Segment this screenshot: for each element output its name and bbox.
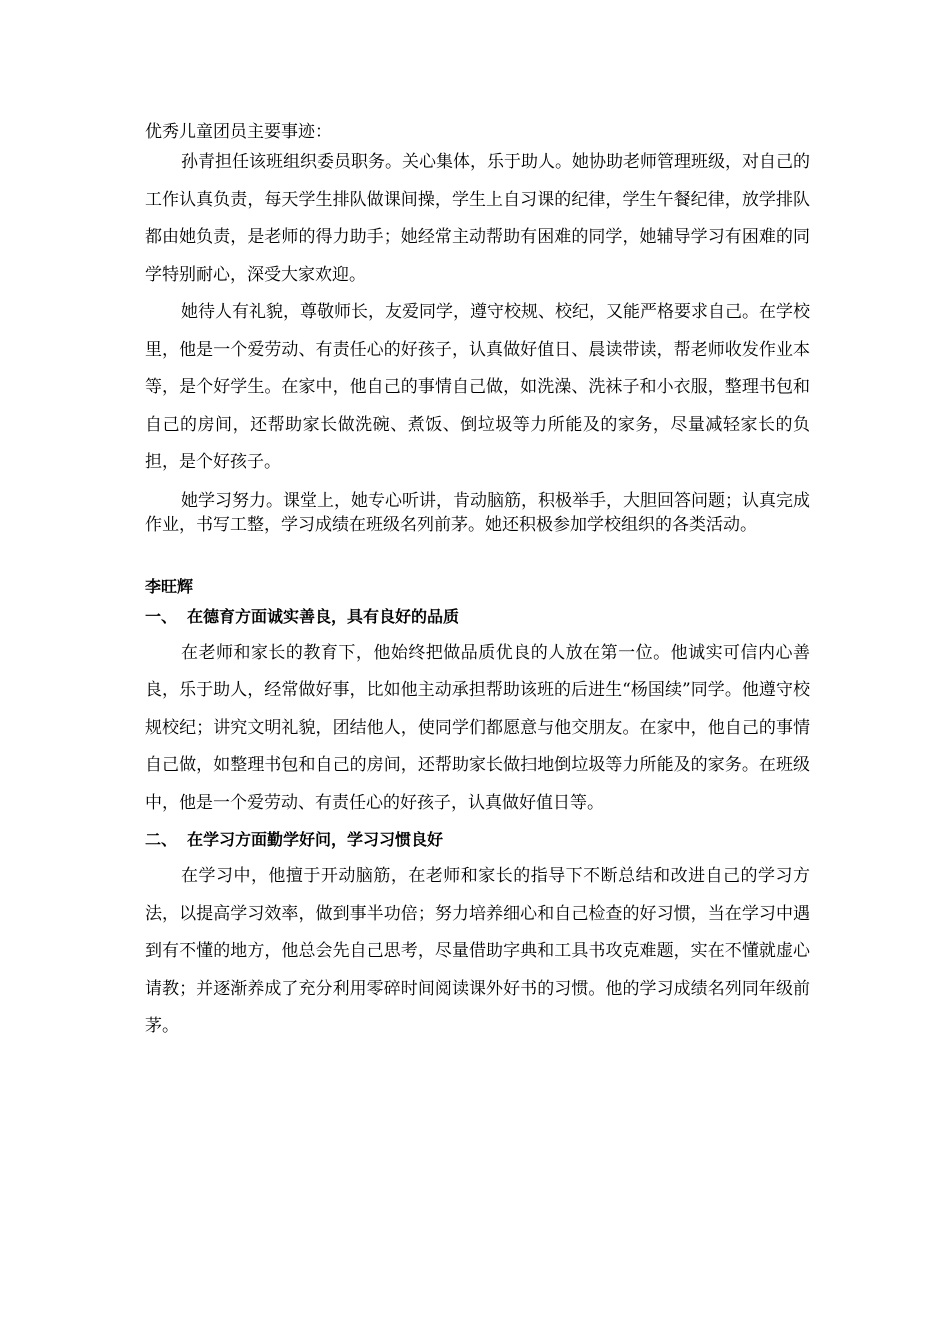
section-number: 二、 (145, 830, 178, 849)
section-number: 一、 (145, 606, 178, 626)
section-title-text: 在学习方面勤学好问，学习习惯良好 (187, 830, 444, 849)
section-title-text: 在德育方面诚实善良，具有良好的品质 (187, 606, 460, 626)
paragraph-study: 在学习中，他擅于开动脑筋，在老师和家长的指导下不断总结和改进自己的学习方法，以提高学习效率，做到事半功倍；努力培养细心和自己检查的好习惯，当在学习中遇到有不懂的地方，他总会先自己思考，尽量借助字典和工具书攻克难题，实在不懂就虚心请教；并逐渐养成了充分利用零碎时间阅读课外好书的习惯。他的学习成绩名列同年级前茅。 (145, 866, 810, 1036)
paragraph-sunqing-manners: 她待人有礼貌，尊敬师长，友爱同学，遵守校规、校纪，又能严格要求自己。在学校里，他是一个爱劳动、有责任心的好孩子，认真做好值日、晨读带读，帮老师收发作业本等，是个好学生。在家中，他自己的事情自己做，如洗澡、洗袜子和小衣服，整理书包和自己的房间，还帮助家长做洗碗、煮饭、倒垃圾等力所能及的家务，尽量减轻家长的负担，是个好孩子。 (145, 302, 810, 472)
paragraph-sunqing-study: 她学习努力。课堂上，她专心听讲，肯动脑筋，积极举手，大胆回答问题；认真完成作业，书写工整，学习成绩在班级名列前茅。她还积极参加学校组织的各类活动。 (145, 490, 810, 535)
intro-heading: 优秀儿童团员主要事迹： (145, 122, 332, 142)
paragraph-moral: 在老师和家长的教育下，他始终把做品质优良的人放在第一位。他诚实可信内心善良，乐于助人，经常做好事，比如他主动承担帮助该班的后进生“杨国续”同学。他遵守校规校纪；讲究文明礼貌，团结他人，使同学们都愿意与他交朋友。在家中，他自己的事情自己做，如整理书包和自己的房间，还帮助家长做扫地倒垃圾等力所能及的家务。在班级中，他是一个爱劳动、有责任心的好孩子，认真做好值日等。 (145, 642, 810, 813)
section-heading-study (145, 822, 810, 858)
paragraph-sunqing-duties: 孙青担任该班组织委员职务。关心集体，乐于助人。她协助老师管理班级，对自己的工作认真负责，每天学生排队做课间操，学生上自习课的纪律，学生午餐纪律，放学排队都由她负责，是老师的得力助手；她经常主动帮助有困难的同学，她辅导学习有困难的同学特别耐心，深受大家欢迎。 (145, 152, 810, 285)
document-page (145, 120, 810, 1046)
section-heading-moral (145, 599, 810, 635)
student-name: 李旺辉 (145, 576, 194, 596)
